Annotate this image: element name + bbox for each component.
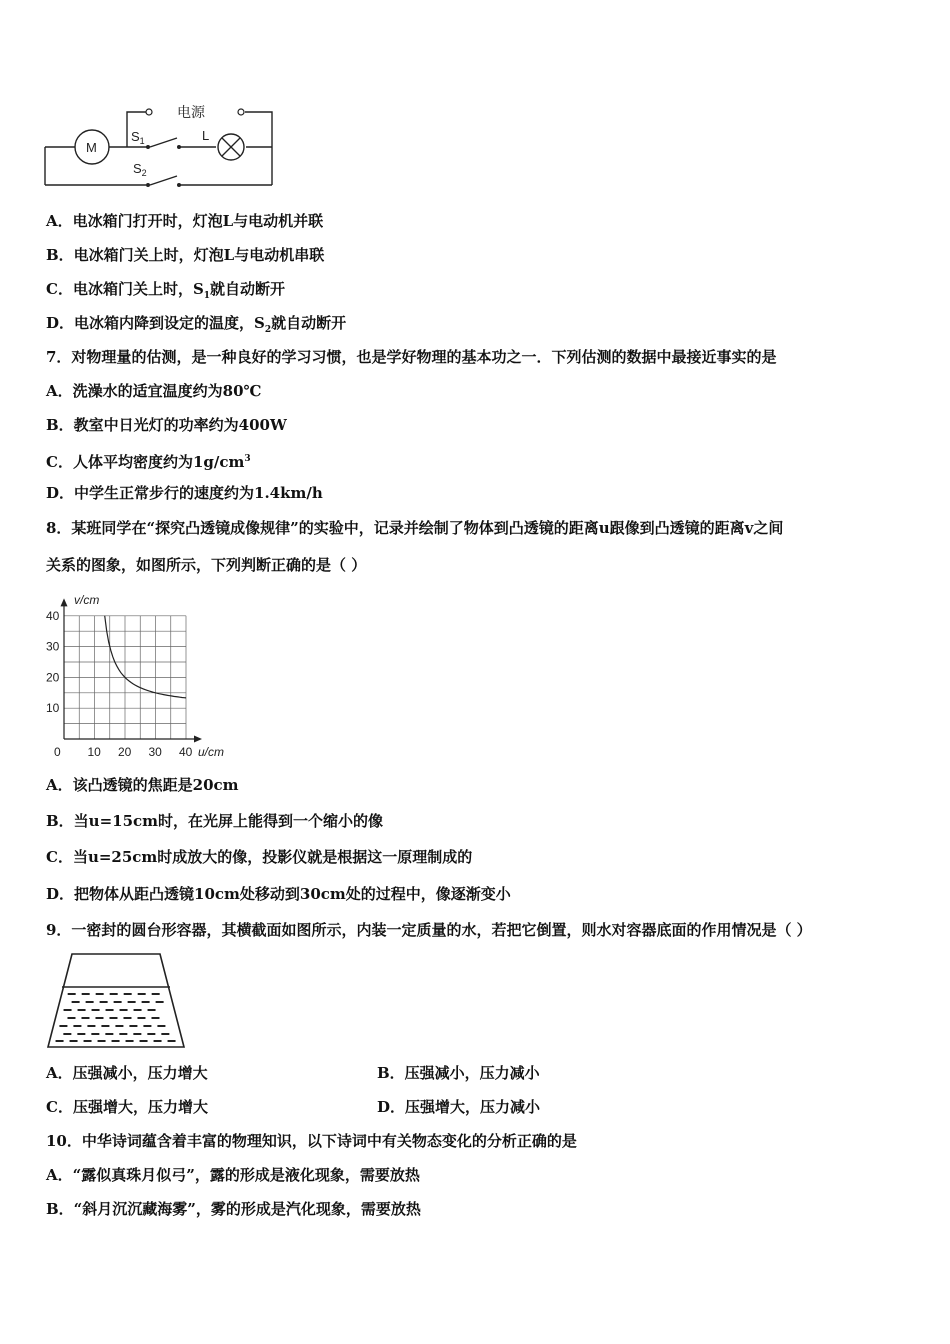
y-tick-label: 40 [46, 608, 60, 623]
x-axis-label: u/cm [198, 745, 225, 759]
frustum-container-diagram [44, 950, 190, 1052]
y-axis-label: v/cm [74, 593, 100, 607]
q6-option-c-sub: 1 [203, 291, 211, 301]
s1-label: $S_1$ [131, 129, 145, 146]
q7-option-b: B．教室中日光灯的功率约为400W [46, 416, 287, 434]
q8-option-a: A．该凸透镜的焦距是20cm [46, 776, 239, 794]
s2-label: $S_2$ [133, 161, 147, 178]
x-tick-labels [54, 745, 193, 759]
q6-option-c [46, 279, 285, 306]
s2-contact-right [177, 183, 181, 187]
power-terminal-left [146, 109, 152, 115]
q6-option-d-post: 就自动断开 [271, 314, 347, 332]
q7-option-d: D．中学生正常步行的速度约为1.4km/h [46, 484, 323, 502]
motor-label: M [86, 140, 97, 155]
q8-stem-line1: 8．某班同学在“探究凸透镜成像规律”的实验中，记录并绘制了物体到凸透镜的距离u跟像到凸透镜的距离v之间 [46, 519, 784, 537]
y-tick-label: 30 [46, 639, 60, 654]
circuit-diagram [40, 100, 280, 192]
q9-option-c: C．压强增大，压力增大 [46, 1098, 208, 1116]
q6-option-d-sub: 2 [264, 325, 272, 335]
lamp-label: L [202, 128, 210, 143]
q10-option-b: B．“斜月沉沉藏海雾”，雾的形成是汽化现象，需要放热 [46, 1200, 421, 1218]
s1-contact-left [146, 145, 150, 149]
q7-option-c-sup: 3 [244, 454, 251, 464]
y-axis-arrow [61, 598, 68, 606]
power-terminal-right [238, 109, 244, 115]
lens-chart [38, 588, 238, 760]
x-tick-label: 30 [148, 745, 162, 759]
q9-option-a: A．压强减小，压力增大 [46, 1064, 208, 1082]
x-tick-label: 20 [118, 745, 132, 759]
q6-option-d [46, 313, 346, 340]
power-label: 电源 [177, 104, 205, 120]
y-tick-label: 20 [46, 670, 60, 685]
q8-stem-line2: 关系的图象，如图所示，下列判断正确的是（ ） [46, 556, 367, 574]
chart-axes [61, 598, 203, 742]
q9-stem: 9．一密封的圆台形容器，其横截面如图所示，内装一定质量的水，若把它倒置，则水对容器底面的作用情况是（ ） [46, 921, 812, 939]
y-tick-labels [46, 609, 60, 715]
q6-option-d-pre: D．电冰箱内降到设定的温度，S [46, 314, 265, 332]
q7-option-c [46, 449, 251, 472]
q9-option-d: D．压强增大，压力减小 [377, 1098, 541, 1116]
q6-option-c-post: 就自动断开 [210, 280, 286, 298]
x-tick-label: 0 [54, 745, 61, 759]
q6-option-b: B．电冰箱门关上时，灯泡L与电动机串联 [46, 246, 325, 264]
x-tick-label: 10 [87, 745, 101, 759]
q7-stem: 7．对物理量的估测，是一种良好的学习习惯，也是学好物理的基本功之一．下列估测的数据中最接近事实的是 [46, 348, 777, 366]
x-axis-arrow [194, 736, 202, 743]
q6-option-a: A．电冰箱门打开时，灯泡L与电动机并联 [46, 212, 324, 230]
q6-option-c-pre: C．电冰箱门关上时，S [46, 280, 204, 298]
q9-option-b: B．压强减小，压力减小 [377, 1064, 540, 1082]
x-tick-label: 40 [179, 745, 193, 759]
q8-option-d: D．把物体从距凸透镜10cm处移动到30cm处的过程中，像逐渐变小 [46, 885, 511, 903]
s1-contact-right [177, 145, 181, 149]
q10-stem: 10．中华诗词蕴含着丰富的物理知识，以下诗词中有关物态变化的分析正确的是 [46, 1132, 577, 1150]
q8-option-c: C．当u=25cm时成放大的像，投影仪就是根据这一原理制成的 [46, 848, 473, 866]
y-tick-label: 10 [46, 701, 60, 716]
v-u-curve [105, 616, 186, 698]
q7-option-a: A．洗澡水的适宜温度约为80℃ [46, 382, 262, 400]
q8-option-b: B．当u=15cm时，在光屏上能得到一个缩小的像 [46, 812, 384, 830]
q7-option-c-pre: C．人体平均密度约为1g/cm [46, 453, 245, 471]
s2-contact-left [146, 183, 150, 187]
q10-option-a: A．“露似真珠月似弓”，露的形成是液化现象，需要放热 [46, 1166, 420, 1184]
